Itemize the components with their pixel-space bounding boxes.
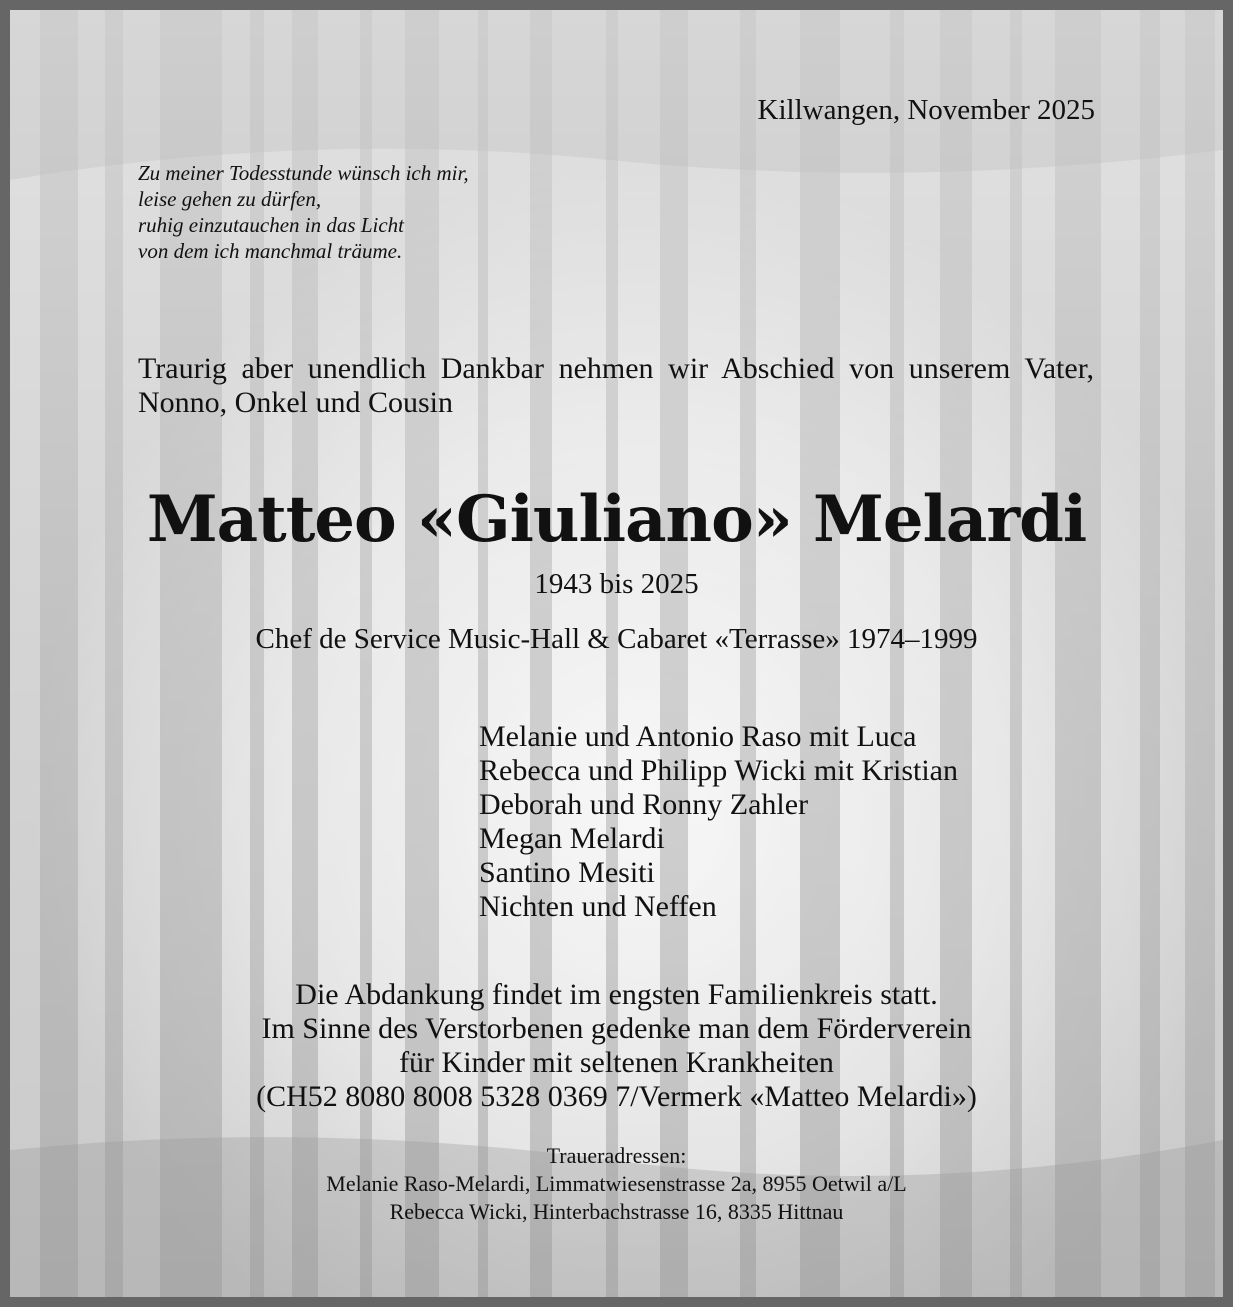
poem-line: ruhig einzutauchen in das Licht: [138, 213, 404, 237]
mourner-entry: Melanie und Antonio Raso mit Luca: [479, 720, 917, 753]
poem-line: leise gehen zu dürfen,: [138, 187, 322, 211]
mourner-entry: Santino Mesiti: [479, 856, 655, 889]
obituary-content: [10, 10, 1223, 1297]
intro-text: Traurig aber unendlich Dankbar nehmen wir Abschied von unserem Vater, Nonno, Onkel und Cousin: [138, 352, 1094, 419]
mourner-entry: Nichten und Neffen: [479, 890, 717, 923]
deceased-role: Chef de Service Music-Hall & Cabaret «Terrasse» 1974–1999: [255, 623, 978, 655]
address-line: Melanie Raso-Melardi, Limmatwiesenstrasse 2a, 8955 Oetwil a/L: [326, 1171, 907, 1196]
notice-line: Im Sinne des Verstorbenen gedenke man dem Förderverein: [261, 1012, 972, 1045]
funeral-notice: [10, 978, 1223, 1114]
poem-line: von dem ich manchmal träume.: [138, 239, 403, 263]
notice-line: für Kinder mit seltenen Krankheiten: [399, 1046, 834, 1079]
poem-line: Zu meiner Todesstunde wünsch ich mir,: [138, 161, 469, 185]
mourner-entry: Megan Melardi: [479, 822, 665, 855]
mourner-entry: Deborah und Ronny Zahler: [479, 788, 809, 821]
mourning-addresses: [10, 1142, 1223, 1226]
poem: [138, 160, 469, 264]
mourner-entry: Rebecca und Philipp Wicki mit Kristian: [479, 754, 958, 787]
addresses-heading: Traueradressen:: [546, 1143, 687, 1168]
notice-line: (CH52 8080 8008 5328 0369 7/Vermerk «Matteo Melardi»): [256, 1080, 977, 1113]
address-line: Rebecca Wicki, Hinterbachstrasse 16, 8335 Hittnau: [389, 1199, 844, 1224]
life-years: 1943 bis 2025: [534, 568, 699, 600]
mourners-list: [479, 720, 958, 924]
notice-line: Die Abdankung findet im engsten Familienkreis statt.: [295, 978, 938, 1011]
deceased-name: Matteo «Giuliano» Melardi: [146, 482, 1087, 557]
place-date: Killwangen, November 2025: [757, 94, 1095, 126]
